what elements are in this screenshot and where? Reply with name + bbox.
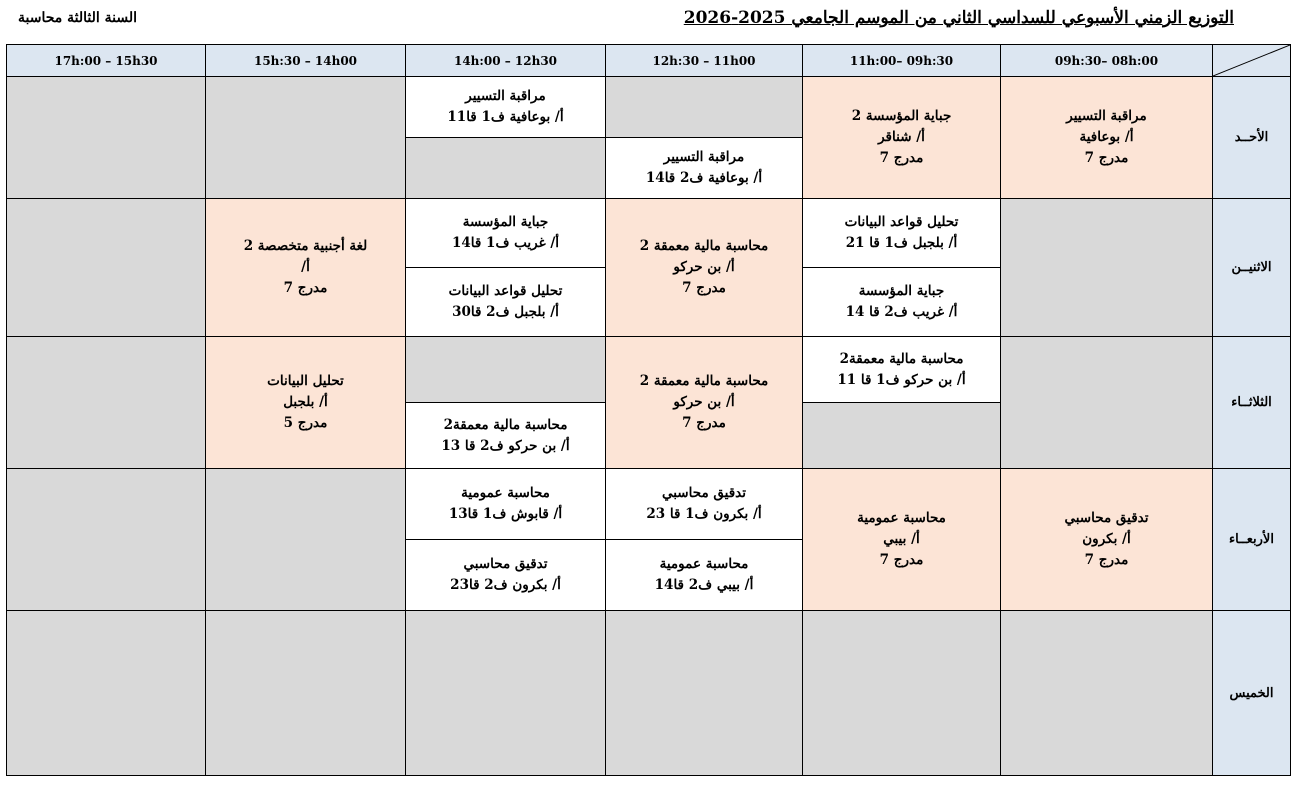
cell-thu-3 <box>606 611 803 776</box>
session-wed-4b <box>406 540 605 610</box>
course-name: تدقيق محاسبي <box>661 485 747 501</box>
session-mon-4a <box>406 199 605 268</box>
cell-wed-5 <box>206 469 406 611</box>
cell-wed-3 <box>606 469 803 611</box>
cell-sun-1 <box>1001 77 1213 199</box>
cell-wed-4 <box>406 469 606 611</box>
session-tue-2b-empty <box>803 403 1000 468</box>
course-details: أ/ بكرون ف2 قا23 <box>450 577 561 593</box>
day-tuesday: الثلاثــاء <box>1213 337 1291 469</box>
course-details: أ/ بوعافية ف1 قا11 <box>447 109 564 125</box>
room-name: مدرج 7 <box>682 280 726 296</box>
course-details: أ/ بلجبل ف2 قا30 <box>452 304 559 320</box>
cell-sun-3 <box>606 77 803 199</box>
course-name: مراقبة التسيير <box>1066 108 1147 124</box>
session-tue-4a-empty <box>406 337 605 403</box>
cell-wed-6 <box>7 469 206 611</box>
session-tue-2a <box>803 337 1000 403</box>
time-header-5: 15h:30 – 14h00 <box>206 45 406 77</box>
cell-mon-1 <box>1001 199 1213 337</box>
day-thursday: الخميس <box>1213 611 1291 776</box>
cell-sun-6 <box>7 77 206 199</box>
cell-tue-3 <box>606 337 803 469</box>
day-monday: الاثنيــن <box>1213 199 1291 337</box>
course-name: محاسبة عمومية <box>857 510 946 526</box>
teacher-name: أ/ <box>301 259 310 275</box>
session-sun-4b-empty <box>406 138 605 198</box>
teacher-name: أ/ بن حركو <box>673 259 735 275</box>
cell-thu-2 <box>803 611 1001 776</box>
cell-thu-1 <box>1001 611 1213 776</box>
course-name: جباية المؤسسة <box>858 283 945 299</box>
cell-mon-2 <box>803 199 1001 337</box>
time-header-6: 17h:00 – 15h30 <box>7 45 206 77</box>
room-name: مدرج 7 <box>879 150 924 166</box>
course-details: أ/ بوعافية ف2 قا14 <box>645 170 763 186</box>
course-name: تدقيق محاسبي <box>463 556 548 572</box>
session-mon-4b <box>406 268 605 336</box>
course-details: أ/ غريب ف1 قا14 <box>451 235 560 251</box>
session-wed-4a <box>406 469 605 540</box>
page-title: التوزيع الزمني الأسبوعي للسداسي الثاني من الموسم الجامعي 2025-2026 <box>683 8 1234 28</box>
course-details: أ/ بن حركو ف1 قا 11 <box>837 371 966 388</box>
session-mon-2a <box>803 199 1000 268</box>
course-name: محاسبة مالية معمقة2 <box>443 416 568 433</box>
cell-wed-1 <box>1001 469 1213 611</box>
diagonal-line <box>1213 45 1290 76</box>
time-header-3: 12h:30 – 11h00 <box>606 45 803 77</box>
course-name: محاسبة مالية معمقة 2 <box>639 238 769 254</box>
cell-mon-4 <box>406 199 606 337</box>
session-tue-4b <box>406 403 605 468</box>
teacher-name: أ/ بوعافية <box>1079 129 1134 145</box>
cell-thu-6 <box>7 611 206 776</box>
session-sun-3a-empty <box>606 77 802 138</box>
room-name: مدرج 7 <box>682 415 726 431</box>
schedule-table <box>6 44 1291 776</box>
course-name: محاسبة مالية معمقة 2 <box>639 373 769 389</box>
teacher-name: أ/ بلجبل <box>283 394 328 410</box>
session-mon-2b <box>803 268 1000 336</box>
course-details: أ/ بلجبل ف1 قا 21 <box>845 235 958 251</box>
corner-cell <box>1213 45 1291 77</box>
cell-mon-3 <box>606 199 803 337</box>
cell-sun-5 <box>206 77 406 199</box>
session-sun-4a <box>406 77 605 138</box>
cell-mon-5 <box>206 199 406 337</box>
day-sunday: الأحــد <box>1213 77 1291 199</box>
course-name: تحليل قواعد البيانات <box>844 214 959 230</box>
cell-thu-4 <box>406 611 606 776</box>
course-name: محاسبة عمومية <box>659 556 749 572</box>
course-name: لغة أجنبية متخصصة 2 <box>243 238 368 254</box>
cell-tue-4 <box>406 337 606 469</box>
level-label: السنة الثالثة محاسبة <box>18 10 138 26</box>
course-name: جباية المؤسسة 2 <box>851 108 952 124</box>
room-name: مدرج 7 <box>1084 150 1129 166</box>
course-details: أ/ غريب ف2 قا 14 <box>845 304 958 320</box>
day-wednesday: الأربعــاء <box>1213 469 1291 611</box>
cell-tue-1 <box>1001 337 1213 469</box>
cell-tue-2 <box>803 337 1001 469</box>
cell-tue-6 <box>7 337 206 469</box>
cell-tue-5 <box>206 337 406 469</box>
course-details: أ/ بيبي ف2 قا14 <box>654 577 754 593</box>
teacher-name: أ/ بيبي <box>883 531 920 547</box>
cell-thu-5 <box>206 611 406 776</box>
cell-sun-4 <box>406 77 606 199</box>
room-name: مدرج 7 <box>879 552 924 568</box>
cell-sun-2 <box>803 77 1001 199</box>
course-details: أ/ بن حركو ف2 قا 13 <box>441 437 570 454</box>
session-wed-3a <box>606 469 802 540</box>
room-name: مدرج 5 <box>283 415 328 431</box>
time-header-1: 09h:30– 08h:00 <box>1001 45 1213 77</box>
course-name: محاسبة مالية معمقة2 <box>839 350 964 367</box>
teacher-name: أ/ بن حركو <box>673 394 735 410</box>
room-name: مدرج 7 <box>283 280 328 296</box>
course-name: مراقبة التسيير <box>465 88 546 104</box>
session-sun-3b <box>606 138 802 198</box>
time-header-2: 11h:00– 09h:30 <box>803 45 1001 77</box>
session-wed-3b <box>606 540 802 610</box>
course-name: تحليل قواعد البيانات <box>448 283 563 299</box>
time-header-4: 14h:00 – 12h30 <box>406 45 606 77</box>
course-name: تحليل البيانات <box>267 373 344 389</box>
course-details: أ/ قابوش ف1 قا13 <box>448 506 563 522</box>
course-name: مراقبة التسيير <box>663 149 745 165</box>
course-details: أ/ بكرون ف1 قا 23 <box>646 506 762 522</box>
cell-mon-6 <box>7 199 206 337</box>
course-name: تدقيق محاسبي <box>1064 510 1149 526</box>
course-name: جباية المؤسسة <box>462 214 549 230</box>
teacher-name: أ/ شناقر <box>878 129 925 145</box>
teacher-name: أ/ بكرون <box>1082 531 1131 547</box>
room-name: مدرج 7 <box>1084 552 1129 568</box>
course-name: محاسبة عمومية <box>461 485 550 501</box>
cell-wed-2 <box>803 469 1001 611</box>
